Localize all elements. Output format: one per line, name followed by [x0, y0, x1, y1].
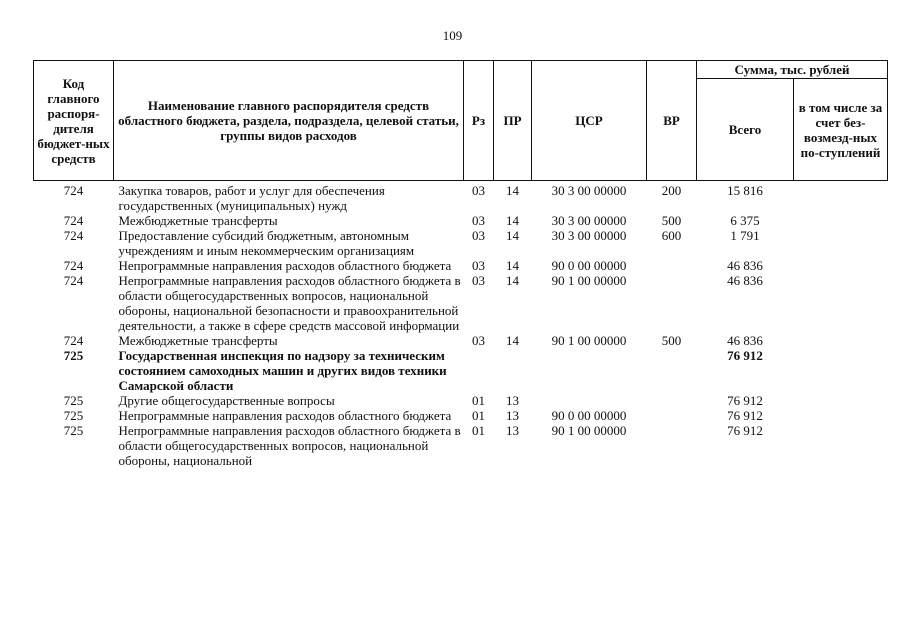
row-vr: 200: [661, 183, 682, 198]
row-csr: 90 0 00 00000: [551, 258, 627, 273]
row-rz: [464, 348, 494, 393]
table-row: [34, 213, 888, 228]
row-pr: 13: [506, 423, 519, 438]
table-row: [34, 333, 888, 348]
row-pr: 14: [506, 258, 519, 273]
row-pr: 14: [506, 213, 519, 228]
budget-table: [33, 60, 888, 468]
row-incl: [794, 228, 888, 258]
row-code: 725: [63, 348, 84, 363]
row-pr: 13: [506, 393, 519, 408]
row-pr: 14: [506, 183, 519, 198]
row-csr: 30 3 00 00000: [551, 213, 627, 228]
row-incl: [794, 258, 888, 273]
row-vr: 600: [661, 228, 682, 243]
row-vr: 500: [661, 213, 682, 228]
row-csr: [532, 393, 647, 408]
row-csr: 90 1 00 00000: [551, 423, 627, 438]
row-rz: 01: [472, 408, 485, 423]
header-pr: ПР: [494, 61, 532, 181]
row-rz: 03: [472, 213, 485, 228]
row-code: 724: [63, 333, 84, 348]
row-pr: [494, 348, 532, 393]
row-total: 76 912: [727, 348, 763, 363]
row-pr: 13: [506, 408, 519, 423]
row-name: Другие общегосударственные вопросы: [118, 393, 335, 408]
row-code: 725: [63, 423, 84, 438]
row-rz: 03: [472, 273, 485, 288]
row-vr: [647, 408, 697, 423]
row-total: 1 791: [730, 228, 760, 243]
row-name: Государственная инспекция по надзору за техническим состоянием самоходных машин и других видов техники Самарской области: [118, 348, 447, 393]
row-incl: [794, 393, 888, 408]
row-csr: 30 3 00 00000: [551, 228, 627, 243]
row-csr: 90 1 00 00000: [551, 333, 627, 348]
row-csr: [532, 348, 647, 393]
row-name: Непрограммные направления расходов областного бюджета: [118, 408, 452, 423]
row-total: 46 836: [727, 258, 763, 273]
row-code: 725: [63, 408, 84, 423]
row-code: 725: [63, 393, 84, 408]
row-vr: 500: [661, 333, 682, 348]
table-row: [34, 181, 888, 214]
row-total: 46 836: [727, 333, 763, 348]
row-vr: [647, 393, 697, 408]
table-row: [34, 393, 888, 408]
row-name: Непрограммные направления расходов областного бюджета в области общегосударственных вопросов, национальной обороны, национальной: [118, 423, 461, 468]
row-rz: 01: [472, 423, 485, 438]
row-total: 76 912: [727, 393, 763, 408]
row-csr: 30 3 00 00000: [551, 183, 627, 198]
row-total: 15 816: [727, 183, 763, 198]
row-rz: 03: [472, 228, 485, 243]
row-code: 724: [63, 183, 84, 198]
page-number: 109: [442, 28, 463, 43]
header-vr: ВР: [647, 61, 697, 181]
row-csr: 90 0 00 00000: [551, 408, 627, 423]
row-name: Непрограммные направления расходов областного бюджета в области общегосударственных вопросов, национальной обороны, национальной безопасности и правоохранительной деятельности, а также в сфере средств массовой информации: [118, 273, 461, 333]
row-total: 76 912: [727, 423, 763, 438]
header-name: Наименование главного распорядителя средств областного бюджета, раздела, подраздела, целевой статьи, группы видов расходов: [114, 61, 464, 181]
row-incl: [794, 273, 888, 333]
table-row: [34, 258, 888, 273]
row-rz: 01: [472, 393, 485, 408]
row-vr: [647, 258, 697, 273]
row-pr: 14: [506, 228, 519, 243]
table-row: [34, 273, 888, 333]
row-csr: 90 1 00 00000: [551, 273, 627, 288]
table-row: [34, 408, 888, 423]
table-row: [34, 228, 888, 258]
row-incl: [794, 213, 888, 228]
header-total: Всего: [697, 79, 794, 181]
table-body: [34, 181, 888, 469]
row-name: Закупка товаров, работ и услуг для обеспечения государственных (муниципальных) нужд: [118, 183, 385, 213]
row-code: 724: [63, 213, 84, 228]
row-name: Предоставление субсидий бюджетным, автономным учреждениям и иным некоммерческим организациям: [118, 228, 415, 258]
row-pr: 14: [506, 273, 519, 288]
row-vr: [647, 273, 697, 333]
row-rz: 03: [472, 258, 485, 273]
row-incl: [794, 408, 888, 423]
header-csr: ЦСР: [532, 61, 647, 181]
row-total: 76 912: [727, 408, 763, 423]
header-code: Код главного распоря-дителя бюджет-ных средств: [34, 61, 114, 181]
row-name: Межбюджетные трансферты: [118, 213, 278, 228]
table-row: [34, 348, 888, 393]
row-incl: [794, 181, 888, 214]
table-header: [34, 61, 888, 181]
row-incl: [794, 423, 888, 468]
row-pr: 14: [506, 333, 519, 348]
row-rz: 03: [472, 183, 485, 198]
header-rz: Рз: [464, 61, 494, 181]
row-code: 724: [63, 258, 84, 273]
row-name: Непрограммные направления расходов областного бюджета: [118, 258, 452, 273]
row-code: 724: [63, 228, 84, 243]
row-rz: 03: [472, 333, 485, 348]
header-sum: Сумма, тыс. рублей: [697, 61, 888, 79]
row-vr: [647, 423, 697, 468]
row-name: Межбюджетные трансферты: [118, 333, 278, 348]
row-total: 6 375: [730, 213, 760, 228]
table-row: [34, 423, 888, 468]
row-total: 46 836: [727, 273, 763, 288]
row-incl: [794, 348, 888, 393]
row-code: 724: [63, 273, 84, 288]
row-incl: [794, 333, 888, 348]
row-vr: [647, 348, 697, 393]
header-incl: в том числе за счет без-возмезд-ных по-ступлений: [794, 79, 888, 181]
